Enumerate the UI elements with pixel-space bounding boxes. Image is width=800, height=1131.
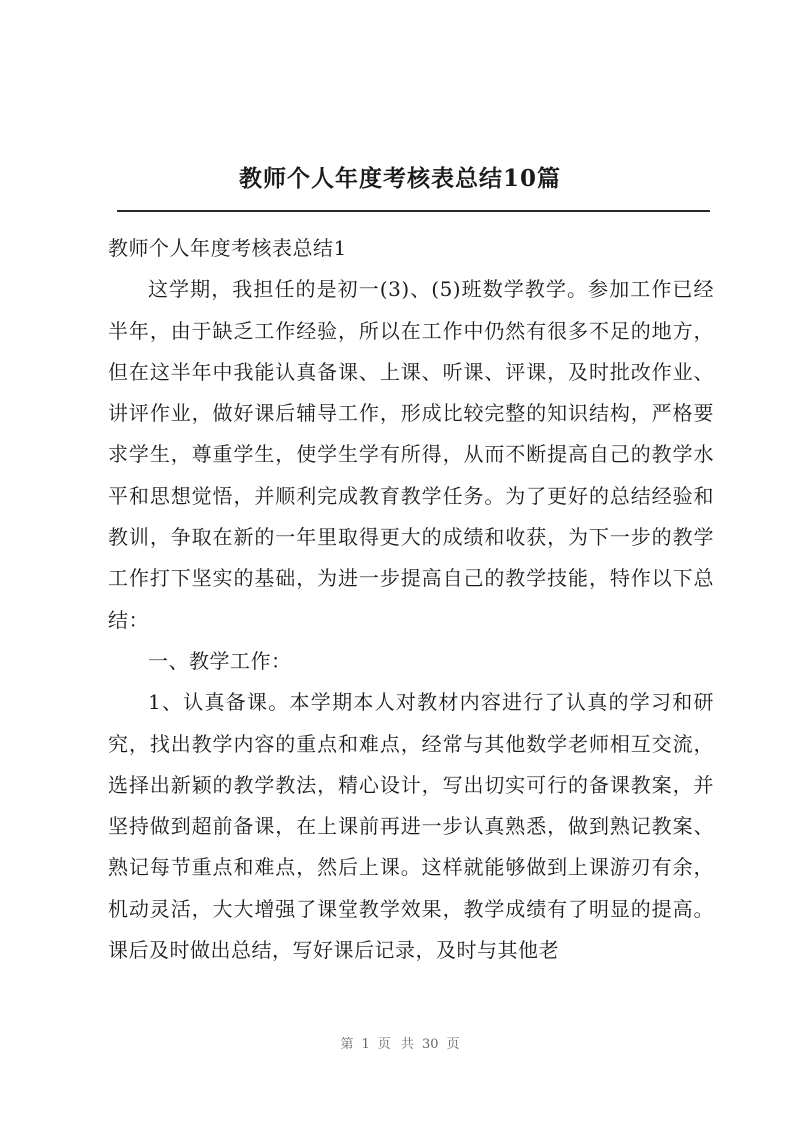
paragraph-subheading: 一、教学工作： — [148, 648, 292, 673]
footer-label-page: 第 — [340, 1037, 354, 1052]
page-footer — [0, 1033, 800, 1052]
footer-label-of: 页 共 — [377, 1037, 414, 1052]
footer-current-page: 1 — [361, 1037, 370, 1052]
title-divider — [117, 210, 710, 212]
page-title: 教师个人年度考核表总结10篇 — [238, 165, 561, 192]
paragraph-intro: 这学期，我担任的是初一(3)、(5)班数学教学。参加工作已经半年，由于缺乏工作经验，所以在工作中仍然有很多不足的地方，但在这半年中我能认真备课、上课、听课、评课，及时批改作业、讲评作业，做好课后辅导工作，形成比较完整的知识结构，严格要求学生，尊重学生，使学生学有所得，从而不断提高自己的教学水平和思想觉悟，并顺利完成教育教学任务。为了更好的总结经验和教训，争取在新的一年里取得更大的成绩和收获，为下一步的教学工作打下坚实的基础，为进一步提高自己的教学技能，特作以下总结： — [108, 277, 714, 632]
footer-label-pages: 页 — [446, 1037, 460, 1052]
document-body — [108, 228, 714, 971]
paragraph-lesson-prep: 1、认真备课。本学期本人对教材内容进行了认真的学习和研究，找出教学内容的重点和难点，经常与其他数学老师相互交流，选择出新颖的教学教法，精心设计，写出切实可行的备课教案，并坚持做到超前备课，在上课前再进一步认真熟悉，做到熟记教案、熟记每节重点和难点，然后上课。这样就能够做到上课游刃有余，机动灵活，大大增强了课堂教学效果，教学成绩有了明显的提高。课后及时做出总结，写好课后记录，及时与其他老 — [108, 690, 714, 963]
footer-total-pages: 30 — [421, 1037, 439, 1052]
section-heading: 教师个人年度考核表总结1 — [108, 236, 347, 260]
